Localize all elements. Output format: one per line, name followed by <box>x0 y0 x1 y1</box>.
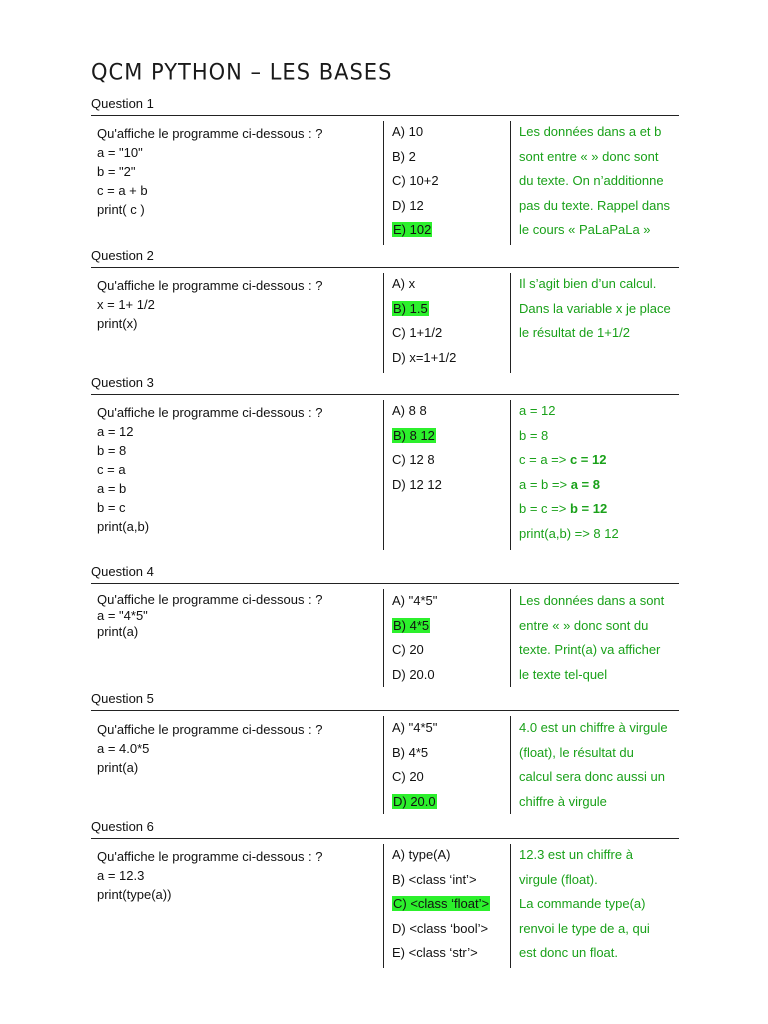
question-code <box>97 276 323 333</box>
answer-option[interactable]: D) 12 12 <box>392 476 442 492</box>
code-line: b = c <box>97 500 126 515</box>
question-prompt: Qu'affiche le programme ci-dessous : ? <box>97 722 323 737</box>
explanation <box>519 716 681 814</box>
answer-option[interactable]: D) 20.0 <box>392 666 435 682</box>
explanation-line: Il s’agit bien d’un calcul. <box>519 276 657 291</box>
answer-option[interactable]: B) 4*5 <box>392 744 429 760</box>
question-label: Question 3 <box>91 375 154 390</box>
question-prompt: Qu'affiche le programme ci-dessous : ? <box>97 278 323 293</box>
column-divider <box>510 844 511 968</box>
column-divider <box>510 400 511 550</box>
question-code <box>97 592 323 640</box>
explanation-line: renvoi le type de a, qui <box>519 920 650 936</box>
answer-option-correct[interactable]: B) 8 12 <box>393 427 435 443</box>
answer-option[interactable]: C) 1+1/2 <box>392 325 443 341</box>
column-divider <box>383 589 384 687</box>
question-prompt: Qu'affiche le programme ci-dessous : ? <box>97 849 323 864</box>
code-line: print(x) <box>97 316 138 331</box>
column-divider <box>510 589 511 687</box>
code-line: b = 8 <box>97 443 127 458</box>
answer-list <box>392 716 437 814</box>
explanation-line: Les données dans a et b <box>519 124 662 139</box>
question-label: Question 4 <box>91 564 154 579</box>
explanation-line: sont entre « » donc sont <box>519 148 659 164</box>
explanation-line: c = a => c = 12 <box>519 452 607 468</box>
code-line: a = "10" <box>97 145 143 160</box>
code-line: b = "2" <box>97 164 136 179</box>
explanation-line: du texte. On n’additionne <box>519 173 664 189</box>
answer-list <box>392 399 442 497</box>
explanation-line: calcul sera donc aussi un <box>519 769 665 785</box>
explanation-line: 4.0 est un chiffre à virgule <box>519 720 668 735</box>
question-prompt: Qu'affiche le programme ci-dessous : ? <box>97 592 323 607</box>
answer-option[interactable]: A) 8 8 <box>392 403 427 418</box>
question-divider <box>91 583 679 584</box>
question-code <box>97 403 323 536</box>
question-divider <box>91 838 679 839</box>
answer-option-correct[interactable]: B) 1.5 <box>393 300 428 316</box>
question-label: Question 5 <box>91 691 154 706</box>
explanation-line: le texte tel-quel <box>519 666 608 682</box>
answer-option-correct[interactable]: D) 20.0 <box>393 793 436 809</box>
column-divider <box>383 273 384 373</box>
answer-option[interactable]: A) type(A) <box>392 847 451 862</box>
explanation-line: La commande type(a) <box>519 896 646 912</box>
question-divider <box>91 267 679 268</box>
explanation-line: entre « » donc sont du <box>519 617 649 633</box>
answer-option[interactable]: A) "4*5" <box>392 720 438 735</box>
question-label: Question 6 <box>91 819 154 834</box>
code-line: a = 12 <box>97 424 134 439</box>
answer-option[interactable]: A) "4*5" <box>392 593 438 608</box>
answer-list <box>392 120 439 243</box>
code-line: a = "4*5" <box>97 608 148 623</box>
explanation-line: b = c => b = 12 <box>519 501 608 517</box>
question-divider <box>91 710 679 711</box>
column-divider <box>383 844 384 968</box>
explanation-line: le cours « PaLaPaLa » <box>519 222 651 238</box>
answer-option[interactable]: C) 10+2 <box>392 173 439 189</box>
code-line: x = 1+ 1/2 <box>97 297 155 312</box>
question-prompt: Qu'affiche le programme ci-dessous : ? <box>97 126 323 141</box>
answer-option[interactable]: C) 20 <box>392 769 424 785</box>
question-label: Question 1 <box>91 96 154 111</box>
question-divider <box>91 115 679 116</box>
answer-option-correct[interactable]: E) 102 <box>393 222 432 238</box>
answer-option[interactable]: C) 12 8 <box>392 452 435 468</box>
explanation-line: (float), le résultat du <box>519 744 634 760</box>
explanation-line: Dans la variable x je place <box>519 300 671 316</box>
explanation-line: texte. Print(a) va afficher <box>519 642 661 658</box>
explanation-line: 12.3 est un chiffre à <box>519 847 633 862</box>
question-code <box>97 847 323 904</box>
explanation-line: virgule (float). <box>519 871 598 887</box>
explanation-line: Les données dans a sont <box>519 593 665 608</box>
question-label: Question 2 <box>91 248 154 263</box>
explanation <box>519 589 681 687</box>
answer-option[interactable]: E) <class ‘str’> <box>392 945 478 961</box>
column-divider <box>383 716 384 814</box>
explanation <box>519 120 681 243</box>
code-line: print(a) <box>97 624 139 639</box>
answer-option[interactable]: A) x <box>392 276 416 291</box>
answer-option[interactable]: D) <class ‘bool’> <box>392 920 489 936</box>
code-line: print(type(a)) <box>97 887 172 902</box>
explanation-line: b = 8 <box>519 427 549 443</box>
answer-list <box>392 272 456 370</box>
question-prompt: Qu'affiche le programme ci-dessous : ? <box>97 405 323 420</box>
code-line: c = a <box>97 462 126 477</box>
question-code <box>97 124 323 219</box>
answer-option[interactable]: B) <class ‘int’> <box>392 871 477 887</box>
explanation-line: est donc un float. <box>519 945 619 961</box>
column-divider <box>510 121 511 245</box>
explanation-line: a = 12 <box>519 403 556 418</box>
code-line: c = a + b <box>97 183 148 198</box>
page-title: QCM PYTHON – LES BASES <box>91 59 393 85</box>
answer-option[interactable]: B) 2 <box>392 148 416 164</box>
code-line: print( c ) <box>97 202 145 217</box>
explanation-line: le résultat de 1+1/2 <box>519 325 630 341</box>
code-line: a = b <box>97 481 127 496</box>
answer-option[interactable]: C) 20 <box>392 642 424 658</box>
code-line: a = 4.0*5 <box>97 741 150 756</box>
answer-option[interactable]: D) x=1+1/2 <box>392 349 457 365</box>
column-divider <box>510 716 511 814</box>
answer-option-correct[interactable]: C) <class ‘float’> <box>393 896 490 912</box>
question-divider <box>91 394 679 395</box>
explanation-line: print(a,b) => 8 12 <box>519 525 619 541</box>
question-code <box>97 720 323 777</box>
answer-option-correct[interactable]: B) 4*5 <box>393 617 430 633</box>
code-line: print(a) <box>97 760 139 775</box>
answer-option[interactable]: A) 10 <box>392 124 424 139</box>
explanation-line: chiffre à virgule <box>519 793 607 809</box>
answer-list <box>392 589 437 687</box>
column-divider <box>383 121 384 245</box>
answer-list <box>392 843 490 966</box>
column-divider <box>510 273 511 373</box>
answer-option[interactable]: D) 12 <box>392 197 424 213</box>
code-line: print(a,b) <box>97 519 150 534</box>
explanation <box>519 399 681 547</box>
explanation <box>519 843 681 966</box>
explanation-line: a = b => a = 8 <box>519 476 600 492</box>
explanation <box>519 272 681 346</box>
code-line: a = 12.3 <box>97 868 145 883</box>
column-divider <box>383 400 384 550</box>
explanation-line: pas du texte. Rappel dans <box>519 197 671 213</box>
